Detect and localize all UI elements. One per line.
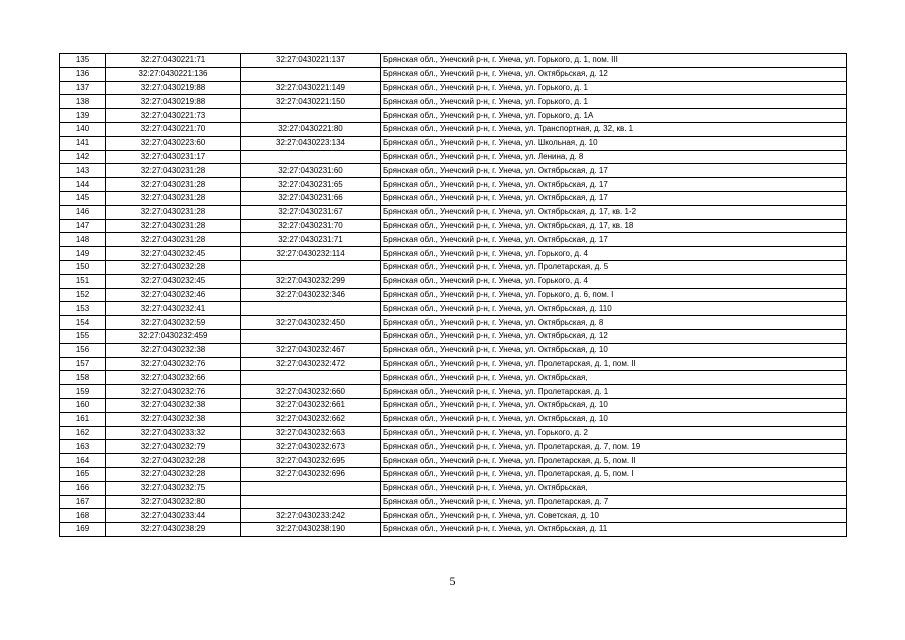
building-cadastral-number-cell: 32:27:0430232:695 [241, 454, 381, 468]
building-cadastral-number-cell: 32:27:0430221:150 [241, 95, 381, 109]
building-cadastral-number-cell: 32:27:0430231:67 [241, 205, 381, 219]
building-cadastral-number-cell: 32:27:0430231:65 [241, 178, 381, 192]
table-row [60, 178, 847, 192]
address-cell: Брянская обл., Унечский р-н, г. Унеча, ул. Октябрьская, д. 17, кв. 18 [381, 219, 847, 233]
row-number-cell: 164 [60, 454, 106, 468]
building-cadastral-number-cell [241, 109, 381, 123]
address-cell: Брянская обл., Унечский р-н, г. Унеча, ул. Школьная, д. 10 [381, 136, 847, 150]
land-cadastral-number-cell: 32:27:0430231:28 [106, 164, 241, 178]
table-row [60, 412, 847, 426]
land-cadastral-number-cell: 32:27:0430232:59 [106, 316, 241, 330]
land-cadastral-number-cell: 32:27:0430231:17 [106, 150, 241, 164]
row-number-cell: 145 [60, 191, 106, 205]
land-cadastral-number-cell: 32:27:0430232:45 [106, 247, 241, 261]
building-cadastral-number-cell [241, 371, 381, 385]
building-cadastral-number-cell [241, 260, 381, 274]
land-cadastral-number-cell: 32:27:0430221:71 [106, 54, 241, 68]
row-number-cell: 155 [60, 329, 106, 343]
land-cadastral-number-cell: 32:27:0430232:45 [106, 274, 241, 288]
building-cadastral-number-cell: 32:27:0430233:242 [241, 509, 381, 523]
table-row [60, 398, 847, 412]
row-number-cell: 138 [60, 95, 106, 109]
building-cadastral-number-cell: 32:27:0430223:134 [241, 136, 381, 150]
land-cadastral-number-cell: 32:27:0430232:66 [106, 371, 241, 385]
row-number-cell: 143 [60, 164, 106, 178]
building-cadastral-number-cell: 32:27:0430232:346 [241, 288, 381, 302]
land-cadastral-number-cell: 32:27:0430221:136 [106, 67, 241, 81]
address-cell: Брянская обл., Унечский р-н, г. Унеча, ул. Советская, д. 10 [381, 509, 847, 523]
table-row [60, 191, 847, 205]
land-cadastral-number-cell: 32:27:0430233:44 [106, 509, 241, 523]
property-table [59, 53, 847, 537]
address-cell: Брянская обл., Унечский р-н, г. Унеча, ул. Горького, д. 2 [381, 426, 847, 440]
row-number-cell: 163 [60, 440, 106, 454]
table-row [60, 95, 847, 109]
land-cadastral-number-cell: 32:27:0430219:88 [106, 95, 241, 109]
address-cell: Брянская обл., Унечский р-н, г. Унеча, ул. Октябрьская, д. 8 [381, 316, 847, 330]
row-number-cell: 152 [60, 288, 106, 302]
row-number-cell: 136 [60, 67, 106, 81]
row-number-cell: 149 [60, 247, 106, 261]
table-row [60, 109, 847, 123]
table-row [60, 440, 847, 454]
building-cadastral-number-cell: 32:27:0430232:660 [241, 385, 381, 399]
building-cadastral-number-cell: 32:27:0430232:673 [241, 440, 381, 454]
building-cadastral-number-cell: 32:27:0430232:696 [241, 467, 381, 481]
row-number-cell: 168 [60, 509, 106, 523]
building-cadastral-number-cell: 32:27:0430232:114 [241, 247, 381, 261]
building-cadastral-number-cell: 32:27:0430231:66 [241, 191, 381, 205]
table-row [60, 509, 847, 523]
table-row [60, 219, 847, 233]
land-cadastral-number-cell: 32:27:0430221:70 [106, 122, 241, 136]
building-cadastral-number-cell: 32:27:0430231:71 [241, 233, 381, 247]
building-cadastral-number-cell [241, 495, 381, 509]
row-number-cell: 137 [60, 81, 106, 95]
table-row [60, 233, 847, 247]
row-number-cell: 162 [60, 426, 106, 440]
building-cadastral-number-cell [241, 329, 381, 343]
address-cell: Брянская обл., Унечский р-н, г. Унеча, ул. Октябрьская, д. 12 [381, 67, 847, 81]
address-cell: Брянская обл., Унечский р-н, г. Унеча, ул. Горького, д. 4 [381, 274, 847, 288]
building-cadastral-number-cell: 32:27:0430232:663 [241, 426, 381, 440]
row-number-cell: 167 [60, 495, 106, 509]
row-number-cell: 166 [60, 481, 106, 495]
table-row [60, 523, 847, 537]
land-cadastral-number-cell: 32:27:0430231:28 [106, 233, 241, 247]
row-number-cell: 161 [60, 412, 106, 426]
table-row [60, 54, 847, 68]
land-cadastral-number-cell: 32:27:0430232:75 [106, 481, 241, 495]
table-row [60, 164, 847, 178]
address-cell: Брянская обл., Унечский р-н, г. Унеча, ул. Ленина, д. 8 [381, 150, 847, 164]
page-number: 5 [449, 574, 456, 588]
address-cell: Брянская обл., Унечский р-н, г. Унеча, ул. Октябрьская, [381, 481, 847, 495]
row-number-cell: 151 [60, 274, 106, 288]
building-cadastral-number-cell: 32:27:0430232:472 [241, 357, 381, 371]
building-cadastral-number-cell: 32:27:0430232:661 [241, 398, 381, 412]
address-cell: Брянская обл., Унечский р-н, г. Унеча, ул. Пролетарская, д. 5, пом. I [381, 467, 847, 481]
building-cadastral-number-cell: 32:27:0430221:80 [241, 122, 381, 136]
building-cadastral-number-cell: 32:27:0430221:137 [241, 54, 381, 68]
land-cadastral-number-cell: 32:27:0430219:88 [106, 81, 241, 95]
row-number-cell: 156 [60, 343, 106, 357]
row-number-cell: 146 [60, 205, 106, 219]
address-cell: Брянская обл., Унечский р-н, г. Унеча, ул. Октябрьская, д. 17 [381, 178, 847, 192]
land-cadastral-number-cell: 32:27:0430232:76 [106, 385, 241, 399]
address-cell: Брянская обл., Унечский р-н, г. Унеча, ул. Октябрьская, д. 17 [381, 191, 847, 205]
building-cadastral-number-cell: 32:27:0430221:149 [241, 81, 381, 95]
row-number-cell: 153 [60, 302, 106, 316]
address-cell: Брянская обл., Унечский р-н, г. Унеча, ул. Горького, д. 1 [381, 95, 847, 109]
table-row [60, 467, 847, 481]
land-cadastral-number-cell: 32:27:0430232:38 [106, 398, 241, 412]
table-row [60, 481, 847, 495]
address-cell: Брянская обл., Унечский р-н, г. Унеча, ул. Пролетарская, д. 1 [381, 385, 847, 399]
building-cadastral-number-cell: 32:27:0430232:662 [241, 412, 381, 426]
land-cadastral-number-cell: 32:27:0430238:29 [106, 523, 241, 537]
address-cell: Брянская обл., Унечский р-н, г. Унеча, ул. Горького, д. 1А [381, 109, 847, 123]
address-cell: Брянская обл., Унечский р-н, г. Унеча, ул. Октябрьская, д. 12 [381, 329, 847, 343]
land-cadastral-number-cell: 32:27:0430232:79 [106, 440, 241, 454]
land-cadastral-number-cell: 32:27:0430232:46 [106, 288, 241, 302]
row-number-cell: 169 [60, 523, 106, 537]
table-row [60, 122, 847, 136]
row-number-cell: 165 [60, 467, 106, 481]
address-cell: Брянская обл., Унечский р-н, г. Унеча, ул. Пролетарская, д. 7 [381, 495, 847, 509]
row-number-cell: 159 [60, 385, 106, 399]
address-cell: Брянская обл., Унечский р-н, г. Унеча, ул. Горького, д. 1 [381, 81, 847, 95]
land-cadastral-number-cell: 32:27:0430232:38 [106, 412, 241, 426]
table-row [60, 357, 847, 371]
land-cadastral-number-cell: 32:27:0430232:41 [106, 302, 241, 316]
row-number-cell: 147 [60, 219, 106, 233]
address-cell: Брянская обл., Унечский р-н, г. Унеча, ул. Пролетарская, д. 5, пом. II [381, 454, 847, 468]
land-cadastral-number-cell: 32:27:0430232:28 [106, 260, 241, 274]
land-cadastral-number-cell: 32:27:0430231:28 [106, 178, 241, 192]
building-cadastral-number-cell [241, 302, 381, 316]
table-row [60, 260, 847, 274]
table-row [60, 329, 847, 343]
building-cadastral-number-cell: 32:27:0430231:60 [241, 164, 381, 178]
address-cell: Брянская обл., Унечский р-н, г. Унеча, ул. Октябрьская, д. 11 [381, 523, 847, 537]
building-cadastral-number-cell [241, 481, 381, 495]
table-row [60, 385, 847, 399]
table-row [60, 205, 847, 219]
address-cell: Брянская обл., Унечский р-н, г. Унеча, ул. Октябрьская, д. 10 [381, 412, 847, 426]
row-number-cell: 141 [60, 136, 106, 150]
land-cadastral-number-cell: 32:27:0430232:459 [106, 329, 241, 343]
address-cell: Брянская обл., Унечский р-н, г. Унеча, ул. Транспортная, д. 32, кв. 1 [381, 122, 847, 136]
building-cadastral-number-cell: 32:27:0430231:70 [241, 219, 381, 233]
row-number-cell: 135 [60, 54, 106, 68]
row-number-cell: 160 [60, 398, 106, 412]
row-number-cell: 139 [60, 109, 106, 123]
row-number-cell: 140 [60, 122, 106, 136]
address-cell: Брянская обл., Унечский р-н, г. Унеча, ул. Октябрьская, д. 10 [381, 343, 847, 357]
land-cadastral-number-cell: 32:27:0430221:73 [106, 109, 241, 123]
address-cell: Брянская обл., Унечский р-н, г. Унеча, ул. Горького, д. 1, пом. III [381, 54, 847, 68]
table-row [60, 150, 847, 164]
land-cadastral-number-cell: 32:27:0430232:28 [106, 454, 241, 468]
building-cadastral-number-cell [241, 150, 381, 164]
row-number-cell: 144 [60, 178, 106, 192]
land-cadastral-number-cell: 32:27:0430232:38 [106, 343, 241, 357]
table-row [60, 136, 847, 150]
table-row [60, 67, 847, 81]
address-cell: Брянская обл., Унечский р-н, г. Унеча, ул. Горького, д. 4 [381, 247, 847, 261]
address-cell: Брянская обл., Унечский р-н, г. Унеча, ул. Октябрьская, д. 110 [381, 302, 847, 316]
row-number-cell: 150 [60, 260, 106, 274]
building-cadastral-number-cell: 32:27:0430232:450 [241, 316, 381, 330]
table-row [60, 343, 847, 357]
land-cadastral-number-cell: 32:27:0430232:76 [106, 357, 241, 371]
table-row [60, 454, 847, 468]
row-number-cell: 154 [60, 316, 106, 330]
table-row [60, 247, 847, 261]
address-cell: Брянская обл., Унечский р-н, г. Унеча, ул. Октябрьская, д. 17 [381, 164, 847, 178]
land-cadastral-number-cell: 32:27:0430232:80 [106, 495, 241, 509]
land-cadastral-number-cell: 32:27:0430232:28 [106, 467, 241, 481]
row-number-cell: 158 [60, 371, 106, 385]
land-cadastral-number-cell: 32:27:0430231:28 [106, 191, 241, 205]
property-table-body [60, 54, 847, 537]
row-number-cell: 142 [60, 150, 106, 164]
table-row [60, 288, 847, 302]
table-row [60, 316, 847, 330]
table-row [60, 302, 847, 316]
row-number-cell: 148 [60, 233, 106, 247]
address-cell: Брянская обл., Унечский р-н, г. Унеча, ул. Октябрьская, [381, 371, 847, 385]
land-cadastral-number-cell: 32:27:0430231:28 [106, 205, 241, 219]
address-cell: Брянская обл., Унечский р-н, г. Унеча, ул. Октябрьская, д. 17 [381, 233, 847, 247]
building-cadastral-number-cell [241, 67, 381, 81]
address-cell: Брянская обл., Унечский р-н, г. Унеча, ул. Пролетарская, д. 7, пом. 19 [381, 440, 847, 454]
address-cell: Брянская обл., Унечский р-н, г. Унеча, ул. Пролетарская, д. 5 [381, 260, 847, 274]
address-cell: Брянская обл., Унечский р-н, г. Унеча, ул. Пролетарская, д. 1, пом. II [381, 357, 847, 371]
row-number-cell: 157 [60, 357, 106, 371]
land-cadastral-number-cell: 32:27:0430223:60 [106, 136, 241, 150]
address-cell: Брянская обл., Унечский р-н, г. Унеча, ул. Октябрьская, д. 10 [381, 398, 847, 412]
table-row [60, 495, 847, 509]
land-cadastral-number-cell: 32:27:0430233:32 [106, 426, 241, 440]
address-cell: Брянская обл., Унечский р-н, г. Унеча, ул. Октябрьская, д. 17, кв. 1-2 [381, 205, 847, 219]
building-cadastral-number-cell: 32:27:0430238:190 [241, 523, 381, 537]
table-row [60, 274, 847, 288]
table-row [60, 371, 847, 385]
table-row [60, 426, 847, 440]
building-cadastral-number-cell: 32:27:0430232:467 [241, 343, 381, 357]
land-cadastral-number-cell: 32:27:0430231:28 [106, 219, 241, 233]
table-row [60, 81, 847, 95]
address-cell: Брянская обл., Унечский р-н, г. Унеча, ул. Горького, д. 6, пом. I [381, 288, 847, 302]
building-cadastral-number-cell: 32:27:0430232:299 [241, 274, 381, 288]
